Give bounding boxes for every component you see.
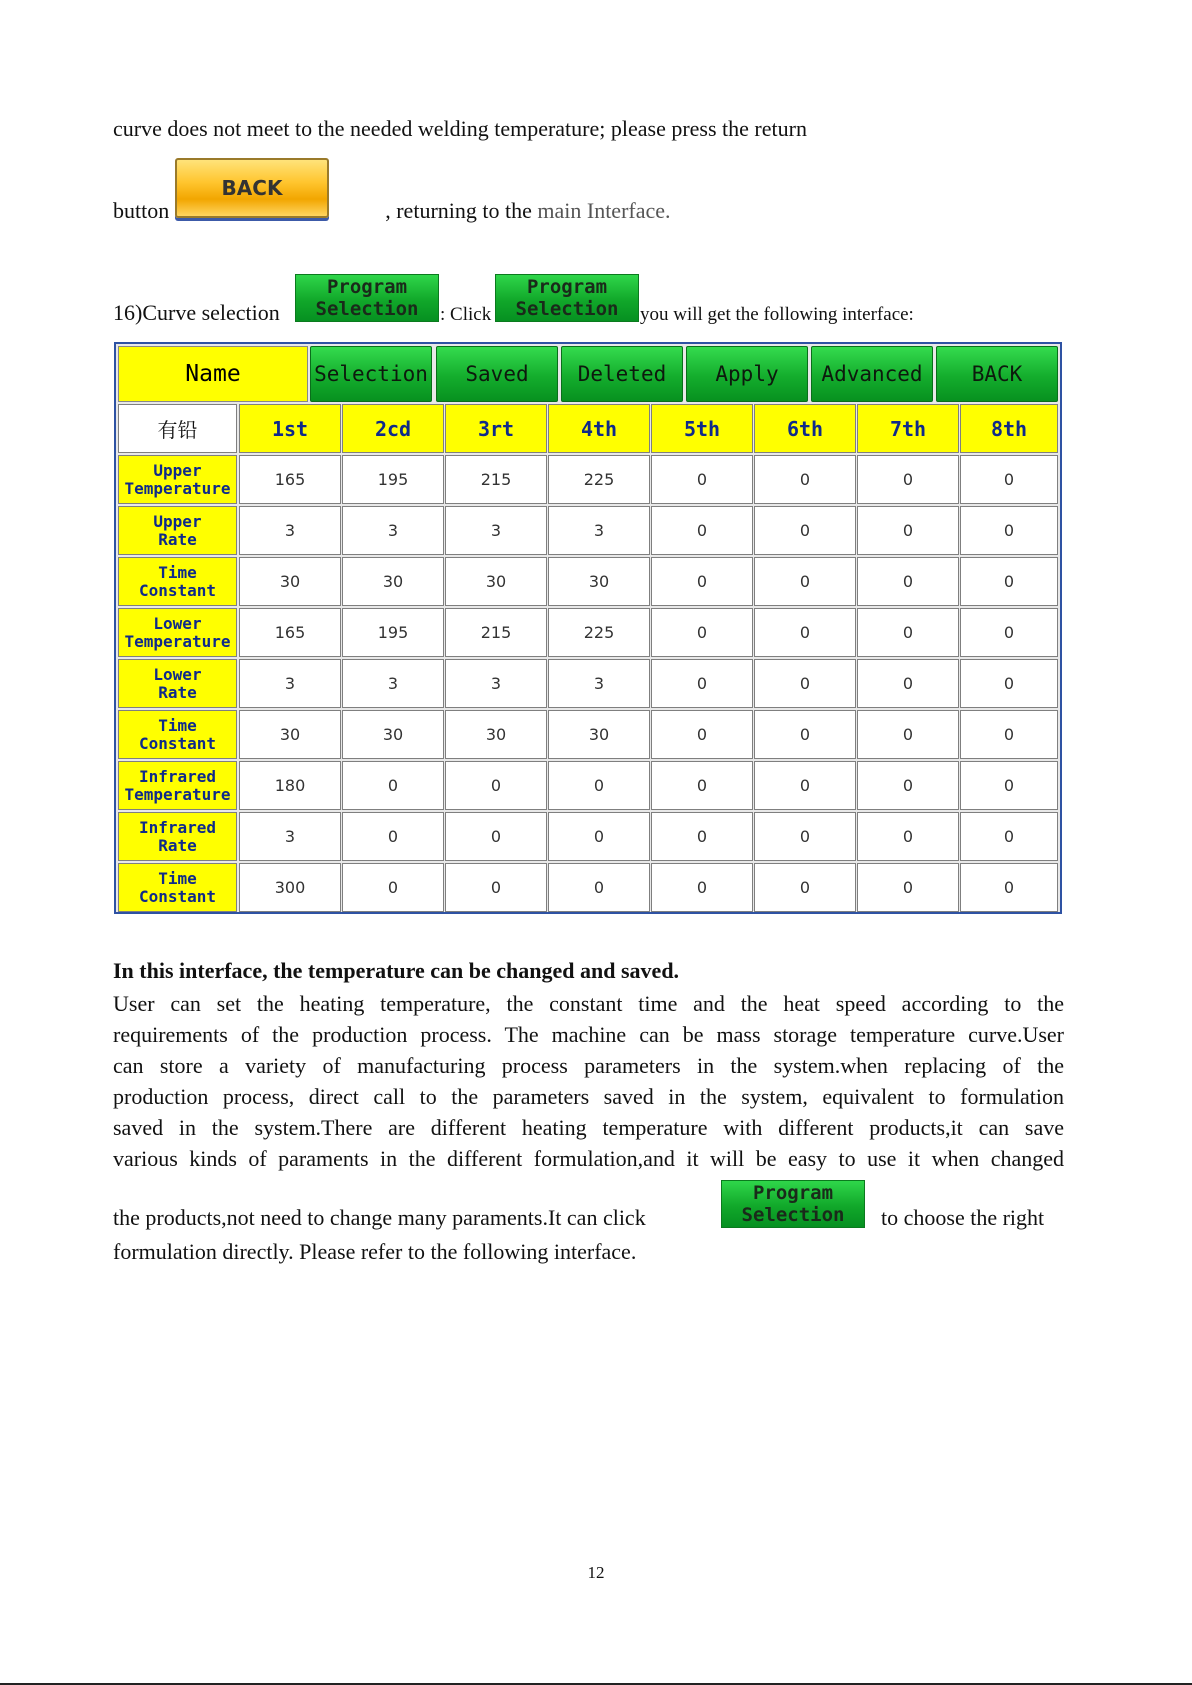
- value-cell[interactable]: 30: [445, 710, 547, 759]
- row-label-line-1: Upper: [153, 511, 202, 531]
- value-cell[interactable]: 0: [651, 863, 753, 912]
- row-label: [118, 812, 237, 861]
- intro-line-1: curve does not meet to the needed welding temperature; please press the return: [113, 116, 807, 141]
- apply-button[interactable]: Apply: [686, 346, 808, 402]
- curve-selection-tail: you will get the following interface:: [640, 304, 914, 325]
- table-row: [116, 608, 1060, 659]
- value-cell[interactable]: 0: [857, 710, 959, 759]
- table-row: [116, 659, 1060, 710]
- value-cell[interactable]: 30: [445, 557, 547, 606]
- table-row: [116, 455, 1060, 506]
- column-header-8th[interactable]: 8th: [960, 404, 1058, 453]
- body-line-7-end: to choose the right: [881, 1205, 1045, 1230]
- row-label-line-1: Infrared: [138, 817, 217, 837]
- value-cell[interactable]: 3: [342, 659, 444, 708]
- value-cell[interactable]: 0: [754, 557, 856, 606]
- value-cell[interactable]: 195: [342, 455, 444, 504]
- value-cell[interactable]: 0: [651, 761, 753, 810]
- value-cell[interactable]: 0: [754, 812, 856, 861]
- value-cell[interactable]: 0: [548, 761, 650, 810]
- curve-selection-label: 16)Curve selection: [113, 300, 280, 325]
- value-cell[interactable]: 0: [548, 863, 650, 912]
- value-cell[interactable]: 0: [754, 506, 856, 555]
- value-cell[interactable]: 0: [651, 557, 753, 606]
- value-cell[interactable]: 3: [548, 659, 650, 708]
- table-row: [116, 710, 1060, 761]
- row-label: [118, 761, 237, 810]
- value-cell[interactable]: 30: [239, 710, 341, 759]
- row-label: [118, 608, 237, 657]
- row-label: [118, 863, 237, 912]
- row-label: [118, 659, 237, 708]
- profile-name-cell: 有铅: [118, 404, 237, 453]
- value-cell[interactable]: 0: [857, 506, 959, 555]
- value-cell[interactable]: 30: [239, 557, 341, 606]
- value-cell[interactable]: 0: [960, 506, 1058, 555]
- value-cell[interactable]: 0: [651, 506, 753, 555]
- value-cell[interactable]: 195: [342, 608, 444, 657]
- row-label-line-1: Upper: [153, 460, 202, 480]
- table-row: [116, 557, 1060, 608]
- value-cell[interactable]: 0: [651, 455, 753, 504]
- value-cell[interactable]: 0: [548, 812, 650, 861]
- value-cell[interactable]: 3: [342, 506, 444, 555]
- interface-top-row: [116, 344, 1060, 404]
- row-label-line-2: Temperature: [124, 784, 231, 804]
- name-field[interactable]: Name: [118, 346, 308, 402]
- column-header-2cd[interactable]: 2cd: [342, 404, 444, 453]
- advanced-button[interactable]: Advanced: [811, 346, 933, 402]
- row-label: [118, 557, 237, 606]
- program-selection-button-image-1: Program Selection: [295, 274, 439, 322]
- value-cell[interactable]: 180: [239, 761, 341, 810]
- page-number: 12: [587, 1563, 605, 1582]
- curve-selection-click: : Click: [440, 304, 492, 325]
- deleted-button[interactable]: Deleted: [561, 346, 683, 402]
- row-label-line-1: Time: [158, 562, 197, 582]
- row-label-line-1: Lower: [153, 613, 202, 633]
- value-cell[interactable]: 0: [445, 812, 547, 861]
- value-cell[interactable]: 0: [960, 557, 1058, 606]
- value-cell[interactable]: 0: [754, 455, 856, 504]
- body-line-8: formulation directly. Please refer to the following interface.: [113, 1239, 637, 1264]
- value-cell[interactable]: 225: [548, 455, 650, 504]
- row-label-line-2: Rate: [158, 682, 197, 702]
- value-cell[interactable]: 0: [445, 863, 547, 912]
- value-cell[interactable]: 0: [754, 863, 856, 912]
- column-header-1st[interactable]: 1st: [239, 404, 341, 453]
- value-cell[interactable]: 165: [239, 455, 341, 504]
- table-row: [116, 761, 1060, 812]
- value-cell[interactable]: 0: [754, 608, 856, 657]
- program-selection-button-image-2: Program Selection: [495, 274, 639, 322]
- value-cell[interactable]: 0: [342, 812, 444, 861]
- intro-button-word: button: [113, 198, 170, 223]
- row-label-line-1: Time: [158, 715, 197, 735]
- value-cell[interactable]: 0: [754, 659, 856, 708]
- value-cell[interactable]: 0: [960, 455, 1058, 504]
- table-row: [116, 812, 1060, 863]
- value-cell[interactable]: 3: [239, 812, 341, 861]
- value-cell[interactable]: 0: [960, 710, 1058, 759]
- row-label: [118, 710, 237, 759]
- row-label: [118, 506, 237, 555]
- value-cell[interactable]: 165: [239, 608, 341, 657]
- row-label-line-1: Infrared: [138, 766, 217, 786]
- value-cell[interactable]: 0: [960, 812, 1058, 861]
- value-cell[interactable]: 0: [857, 557, 959, 606]
- row-label: [118, 455, 237, 504]
- intro-returning-text: , returning to the: [385, 198, 538, 223]
- row-label-line-2: Rate: [158, 835, 197, 855]
- value-cell[interactable]: 0: [960, 659, 1058, 708]
- column-header-6th[interactable]: 6th: [754, 404, 856, 453]
- value-cell[interactable]: 3: [239, 506, 341, 555]
- row-label-line-2: Constant: [138, 733, 217, 753]
- value-cell[interactable]: 0: [857, 608, 959, 657]
- value-cell[interactable]: 300: [239, 863, 341, 912]
- row-label-line-1: Lower: [153, 664, 202, 684]
- value-cell[interactable]: 30: [548, 557, 650, 606]
- value-cell[interactable]: 0: [342, 761, 444, 810]
- value-cell[interactable]: 3: [548, 506, 650, 555]
- column-header-7th[interactable]: 7th: [857, 404, 959, 453]
- row-label-line-2: Temperature: [124, 631, 231, 651]
- selection-button[interactable]: Selection: [310, 346, 432, 402]
- column-header-4th[interactable]: 4th: [548, 404, 650, 453]
- row-label-line-2: Temperature: [124, 478, 231, 498]
- value-cell[interactable]: 0: [857, 812, 959, 861]
- body-line-7-start: the products,not need to change many paraments.It can click: [113, 1205, 646, 1230]
- value-cell[interactable]: 0: [754, 761, 856, 810]
- value-cell[interactable]: 0: [651, 659, 753, 708]
- table-row: [116, 506, 1060, 557]
- value-cell[interactable]: 0: [445, 761, 547, 810]
- value-cell[interactable]: 0: [651, 812, 753, 861]
- program-selection-button-image-3: Program Selection: [721, 1180, 865, 1228]
- main-interface-link: main Interface.: [537, 198, 671, 223]
- back-button-image: BACK: [175, 158, 329, 218]
- saved-button[interactable]: Saved: [436, 346, 558, 402]
- value-cell[interactable]: 0: [651, 608, 753, 657]
- column-header-5th[interactable]: 5th: [651, 404, 753, 453]
- section-heading: In this interface, the temperature can be changed and saved.: [113, 958, 680, 983]
- row-label-line-2: Constant: [138, 580, 217, 600]
- curve-selection-line: [113, 300, 280, 326]
- column-header-3rt[interactable]: 3rt: [445, 404, 547, 453]
- value-cell[interactable]: 0: [857, 761, 959, 810]
- value-cell[interactable]: 215: [445, 608, 547, 657]
- value-cell[interactable]: 30: [342, 710, 444, 759]
- value-cell[interactable]: 30: [342, 557, 444, 606]
- table-header-row: [116, 404, 1060, 455]
- row-label-line-1: Time: [158, 868, 197, 888]
- body-paragraph: User can set the heating temperature, the constant time and the heat speed according to the requirements of the production process. The machine can be mass storage temperature curve.User can store a variety of manufacturing process parameters in the system.when replacing of the production process, direct call to the parameters saved in the system, equivalent to formulation saved in the system.There are different heating temperature with different products,it can save various kinds of paraments in the different formulation,and it will be easy to use it when changed: [113, 991, 1064, 1171]
- value-cell[interactable]: 0: [960, 608, 1058, 657]
- value-cell[interactable]: 3: [445, 659, 547, 708]
- value-cell[interactable]: 3: [445, 506, 547, 555]
- value-cell[interactable]: 3: [239, 659, 341, 708]
- row-label-line-2: Rate: [158, 529, 197, 549]
- value-cell[interactable]: 30: [548, 710, 650, 759]
- value-cell[interactable]: 215: [445, 455, 547, 504]
- value-cell[interactable]: 0: [857, 455, 959, 504]
- value-cell[interactable]: 0: [342, 863, 444, 912]
- value-cell[interactable]: 0: [857, 863, 959, 912]
- value-cell[interactable]: 0: [754, 710, 856, 759]
- value-cell[interactable]: 225: [548, 608, 650, 657]
- value-cell[interactable]: 0: [960, 761, 1058, 810]
- value-cell[interactable]: 0: [651, 710, 753, 759]
- program-selection-interface: [114, 342, 1062, 914]
- row-label-line-2: Constant: [138, 886, 217, 906]
- value-cell[interactable]: 0: [960, 863, 1058, 912]
- value-cell[interactable]: 0: [857, 659, 959, 708]
- table-row: [116, 863, 1060, 914]
- back-button[interactable]: BACK: [936, 346, 1058, 402]
